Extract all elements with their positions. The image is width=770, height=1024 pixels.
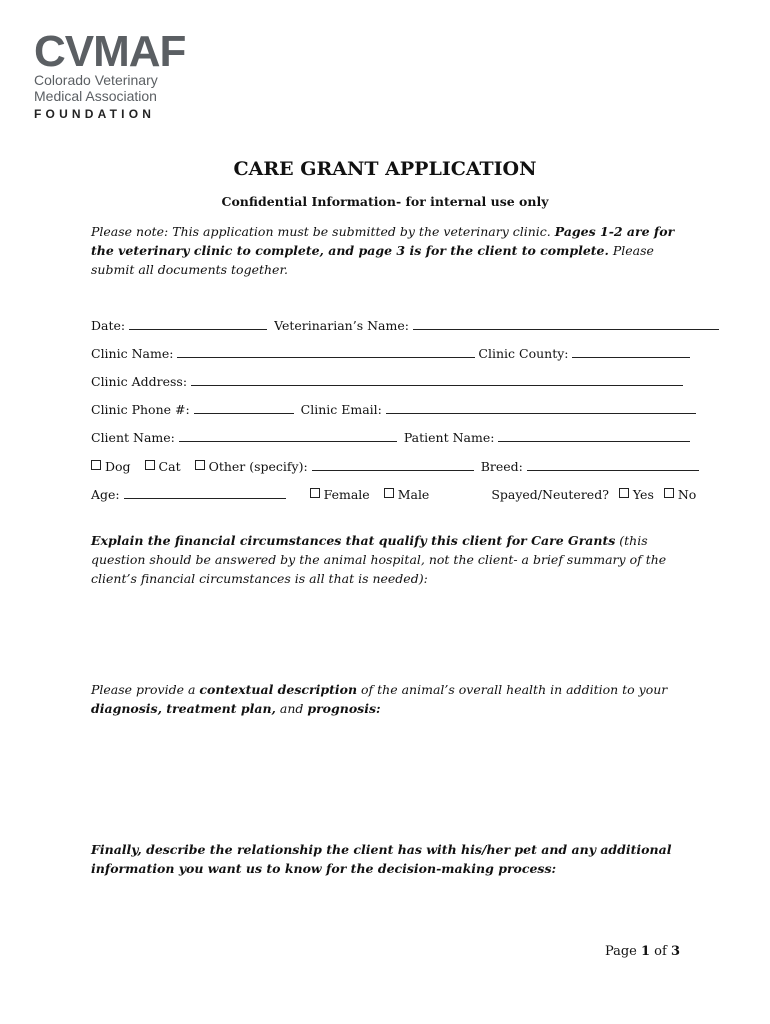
row-clinic-name xyxy=(91,346,681,362)
question-financial xyxy=(91,531,683,588)
patient-name-field[interactable] xyxy=(498,430,690,442)
cat-label: Cat xyxy=(158,459,181,474)
page-label: Page xyxy=(604,944,641,959)
cat-option[interactable] xyxy=(145,459,181,475)
checkbox-icon xyxy=(145,460,155,470)
clinic-county-field[interactable] xyxy=(572,346,690,358)
question-health xyxy=(91,680,683,718)
clinic-email-field[interactable] xyxy=(386,402,696,414)
other-label: Other (specify): xyxy=(208,459,308,474)
logo-line-1: Colorado Veterinary xyxy=(34,72,158,88)
instructions-note xyxy=(91,222,681,279)
dog-option[interactable] xyxy=(91,459,131,475)
row-species-breed xyxy=(91,459,681,475)
q2-text-3: and xyxy=(275,701,308,716)
no-label: No xyxy=(677,487,697,502)
note-bold: Pages 1-2 are for the veterinary clinic to complete, and page 3 is for the client to complete. xyxy=(91,224,675,258)
page-current: 1 xyxy=(641,944,651,959)
row-date-vet xyxy=(91,318,681,334)
page-of: of xyxy=(650,944,671,959)
page-number xyxy=(605,944,680,959)
logo-line-2: Medical Association xyxy=(34,88,157,104)
q2-text-1: Please provide a xyxy=(91,682,200,697)
clinic-name-field[interactable] xyxy=(177,346,475,358)
row-phone-email xyxy=(91,402,681,418)
clinic-county-label: Clinic County: xyxy=(478,346,569,361)
age-label: Age: xyxy=(91,487,120,502)
page-total: 3 xyxy=(670,944,680,959)
q1-bold: Explain the financial circumstances that qualify this client for Care Grants xyxy=(91,533,616,548)
clinic-email-label: Clinic Email: xyxy=(300,402,382,417)
dog-label: Dog xyxy=(105,459,131,474)
clinic-address-field[interactable] xyxy=(191,374,683,386)
checkbox-icon xyxy=(619,488,629,498)
female-option[interactable] xyxy=(310,487,370,503)
breed-field[interactable] xyxy=(527,459,699,471)
date-field[interactable] xyxy=(129,318,267,330)
breed-label: Breed: xyxy=(480,459,523,474)
checkbox-icon xyxy=(384,488,394,498)
clinic-address-label: Clinic Address: xyxy=(91,374,188,389)
client-name-field[interactable] xyxy=(179,430,397,442)
age-field[interactable] xyxy=(124,487,286,499)
note-text-1: Please note: This application must be submitted by the veterinary clinic. xyxy=(91,224,555,239)
no-option[interactable] xyxy=(664,487,696,503)
male-option[interactable] xyxy=(384,487,430,503)
vet-name-field[interactable] xyxy=(413,318,719,330)
q1-text: (this question should be answered by the animal hospital, not the client- a brief summary of the client’s financial circumstances is all that is needed): xyxy=(91,533,667,586)
row-client-patient xyxy=(91,430,681,446)
q2-bold-3: prognosis: xyxy=(307,701,381,716)
date-label: Date: xyxy=(91,318,126,333)
checkbox-icon xyxy=(664,488,674,498)
row-age-sex xyxy=(91,487,697,503)
spayed-label: Spayed/Neutered? xyxy=(491,487,609,502)
patient-name-label: Patient Name: xyxy=(403,430,495,445)
vet-name-label: Veterinarian’s Name: xyxy=(274,318,409,333)
other-field[interactable] xyxy=(312,459,474,471)
client-name-label: Client Name: xyxy=(91,430,175,445)
note-text-2: Please submit all documents together. xyxy=(91,243,654,277)
page-title: CARE GRANT APPLICATION xyxy=(233,158,537,180)
cvmaf-logo xyxy=(34,27,204,121)
question-relationship xyxy=(91,840,683,878)
clinic-phone-field[interactable] xyxy=(194,402,294,414)
q2-bold-2: diagnosis, treatment plan, xyxy=(91,701,276,716)
checkbox-icon xyxy=(310,488,320,498)
q3-bold: Finally, describe the relationship the client has with his/her pet and any additional information you want us to know for the decision-making process: xyxy=(91,842,672,876)
row-clinic-address xyxy=(91,374,681,390)
logo-foundation: FOUNDATION xyxy=(34,107,156,121)
checkbox-icon[interactable] xyxy=(195,460,205,470)
yes-label: Yes xyxy=(632,487,654,502)
female-label: Female xyxy=(323,487,370,502)
q2-text-2: of the animal’s overall health in addition to your xyxy=(357,682,668,697)
logo-acronym: CVMAF xyxy=(34,27,186,76)
page-subtitle: Confidential Information- for internal use only xyxy=(221,194,549,209)
clinic-name-label: Clinic Name: xyxy=(91,346,174,361)
checkbox-icon xyxy=(91,460,101,470)
clinic-phone-label: Clinic Phone #: xyxy=(91,402,190,417)
male-label: Male xyxy=(397,487,430,502)
q2-bold-1: contextual description xyxy=(199,682,358,697)
yes-option[interactable] xyxy=(619,487,654,503)
